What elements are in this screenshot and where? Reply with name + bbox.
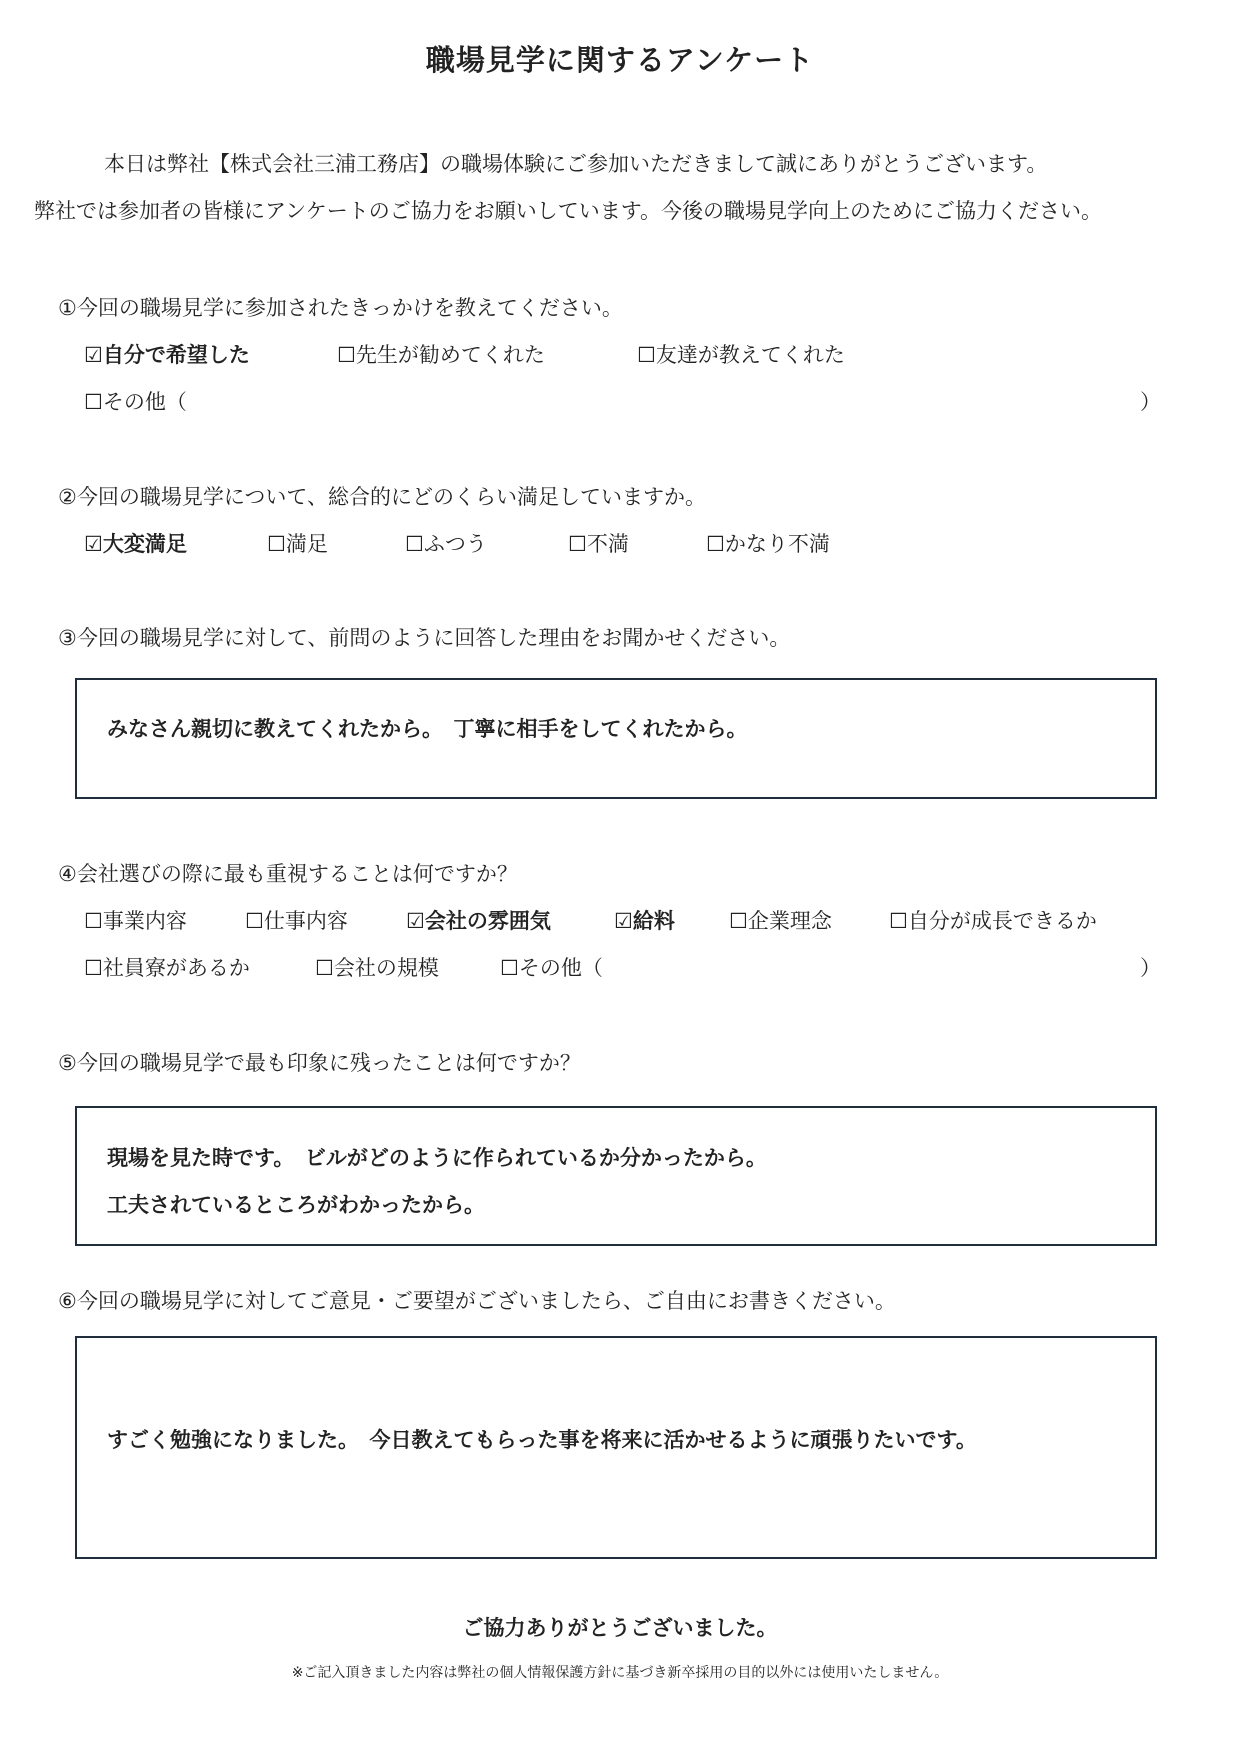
q2-option-satisfied[interactable]: ☐満足 <box>267 532 328 556</box>
answer-box-3 <box>75 678 1157 799</box>
question-2: ②今回の職場見学について、総合的にどのくらい満足していますか。 <box>58 485 706 509</box>
q2-option-very-satisfied[interactable]: ☑大変満足 <box>84 532 187 556</box>
q4-option-business[interactable]: ☐事業内容 <box>84 909 187 933</box>
q1-option-self[interactable]: ☑自分で希望した <box>84 343 250 367</box>
answer-6-text: すごく勉強になりました。 今日教えてもらった事を将来に活かせるように頑張りたいです。 <box>107 1428 977 1452</box>
answer-box-5 <box>75 1106 1157 1246</box>
page-title: 職場見学に関するアンケート <box>425 43 815 77</box>
closing-thanks: ご協力ありがとうございました。 <box>462 1616 778 1640</box>
q2-option-dissatisfied[interactable]: ☐不満 <box>568 532 629 556</box>
intro-line-2: 弊社では参加者の皆様にアンケートのご協力をお願いしています。今後の職場見学向上のためにご協力ください。 <box>34 199 1103 223</box>
q4-option-other[interactable]: ☐その他（ <box>500 956 603 980</box>
privacy-note: ※ご記入頂きました内容は弊社の個人情報保護方針に基づき新卒採用の目的以外には使用いたしません。 <box>291 1665 949 1681</box>
question-6: ⑥今回の職場見学に対してご意見・ご要望がございましたら、ご自由にお書きください。 <box>58 1289 896 1313</box>
q4-option-company-size[interactable]: ☐会社の規模 <box>315 956 439 980</box>
answer-5-line-2: 工夫されているところがわかったから。 <box>107 1193 485 1217</box>
question-5: ⑤今回の職場見学で最も印象に残ったことは何ですか？ <box>58 1051 581 1075</box>
q4-option-growth[interactable]: ☐自分が成長できるか <box>889 909 1097 933</box>
intro-line-1: 本日は弊社【株式会社三浦工務店】の職場体験にご参加いただきまして誠にありがとうございます。 <box>104 152 1048 176</box>
q2-option-neutral[interactable]: ☐ふつう <box>405 532 487 556</box>
q1-other-close-paren: ） <box>1140 390 1161 414</box>
q4-option-atmosphere[interactable]: ☑会社の雰囲気 <box>406 909 551 933</box>
answer-3-text: みなさん親切に教えてくれたから。 丁寧に相手をしてくれたから。 <box>107 717 748 741</box>
q4-option-dormitory[interactable]: ☐社員寮があるか <box>84 956 250 980</box>
q1-option-teacher[interactable]: ☐先生が勧めてくれた <box>337 343 545 367</box>
question-4: ④会社選びの際に最も重視することは何ですか？ <box>58 862 518 886</box>
q1-option-other[interactable]: ☐その他（ <box>84 390 187 414</box>
q1-option-friend[interactable]: ☐友達が教えてくれた <box>637 343 845 367</box>
q2-option-very-dissatisfied[interactable]: ☐かなり不満 <box>706 532 830 556</box>
q4-option-philosophy[interactable]: ☐企業理念 <box>729 909 832 933</box>
question-1: ①今回の職場見学に参加されたきっかけを教えてください。 <box>58 296 623 320</box>
q4-option-job[interactable]: ☐仕事内容 <box>245 909 348 933</box>
question-3: ③今回の職場見学に対して、前問のように回答した理由をお聞かせください。 <box>58 626 791 650</box>
q4-option-salary[interactable]: ☑給料 <box>614 909 675 933</box>
q4-other-close-paren: ） <box>1140 956 1161 980</box>
answer-box-6 <box>75 1336 1157 1559</box>
answer-5-line-1: 現場を見た時です。 ビルがどのように作られているか分かったから。 <box>107 1146 767 1170</box>
